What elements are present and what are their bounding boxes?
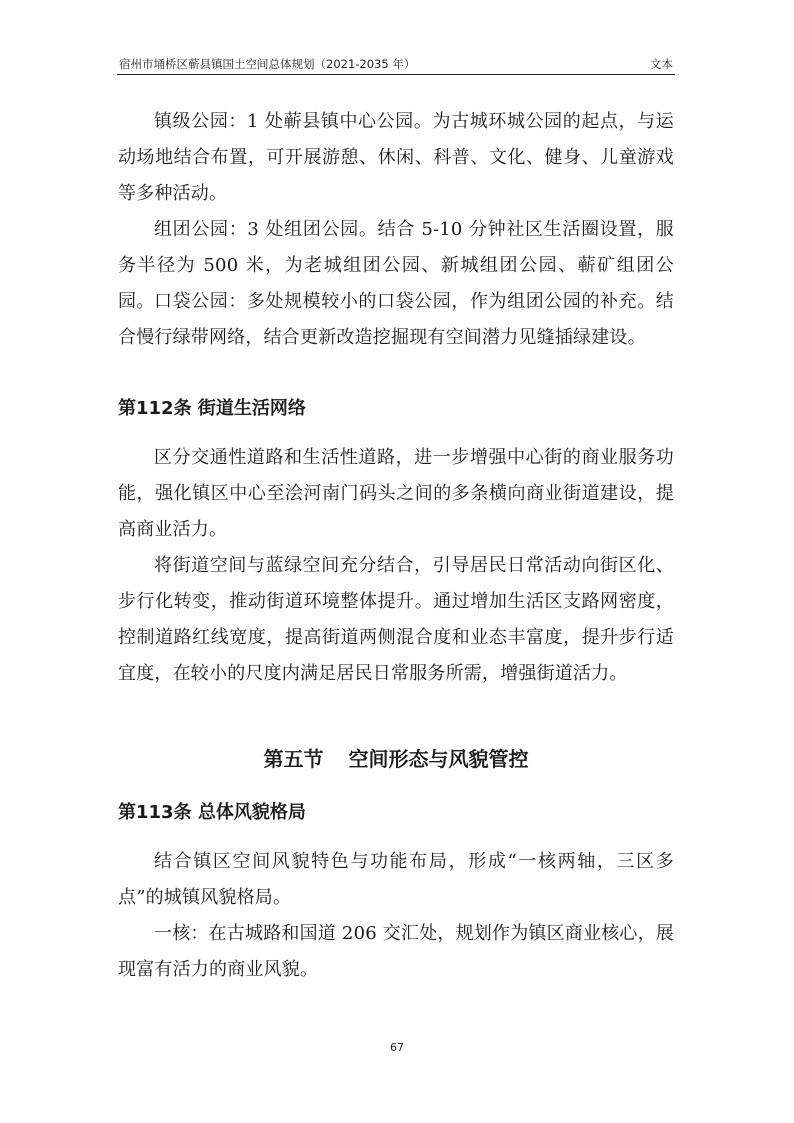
article-112-paragraph: 将街道空间与蓝绿空间充分结合，引导居民日常活动向街区化、步行化转变，推动街道环境整体提升。通过增加生活区支路网密度，控制道路红线宽度，提高街道两侧混合度和业态丰富度，提升步行适宜度，在较小的尺度内满足居民日常服务所需，增强街道活力。 bbox=[118, 555, 674, 684]
header-section-label: 文本 bbox=[650, 57, 673, 71]
article-113-heading: 第113条 总体风貌格局 bbox=[118, 802, 306, 823]
page-number: 67 bbox=[390, 1041, 404, 1054]
section-5-heading: 第五节 空间形态与风貌管控 bbox=[263, 747, 529, 771]
article-112-paragraph: 区分交通性道路和生活性道路，进一步增强中心街的商业服务功能，强化镇区中心至浍河南门码头之间的多条横向商业街道建设，提高商业活力。 bbox=[118, 447, 674, 540]
paragraph-pocket-park: 口袋公园：多处规模较小的口袋公园，作为组团公园的补充。结合慢行绿带网络，结合更新改造挖掘现有空间潜力见缝插绿建设。 bbox=[118, 291, 674, 348]
page-header bbox=[117, 54, 675, 75]
header-document-title: 宿州市埇桥区蕲县镇国土空间总体规划（2021-2035 年） bbox=[119, 57, 416, 71]
paragraph-town-park: 镇级公园：1 处蕲县镇中心公园。为古城环城公园的起点，与运动场地结合布置，可开展游憩、休闲、科普、文化、健身、儿童游戏等多种活动。 bbox=[118, 111, 674, 204]
paragraph-cluster-park: 组团公园：3 处组团公园。结合 5-10 分钟社区生活圈设置，服务半径为 500 米，为老城组团公园、新城组团公园、蕲矿组团公园。 bbox=[118, 219, 674, 312]
article-113-paragraph: 结合镇区空间风貌特色与功能布局，形成“一核两轴，三区多点”的城镇风貌格局。 bbox=[118, 851, 674, 908]
article-112-heading: 第112条 街道生活网络 bbox=[118, 398, 306, 419]
article-113-paragraph: 一核：在古城路和国道 206 交汇处，规划作为镇区商业核心，展现富有活力的商业风貌。 bbox=[118, 923, 674, 980]
